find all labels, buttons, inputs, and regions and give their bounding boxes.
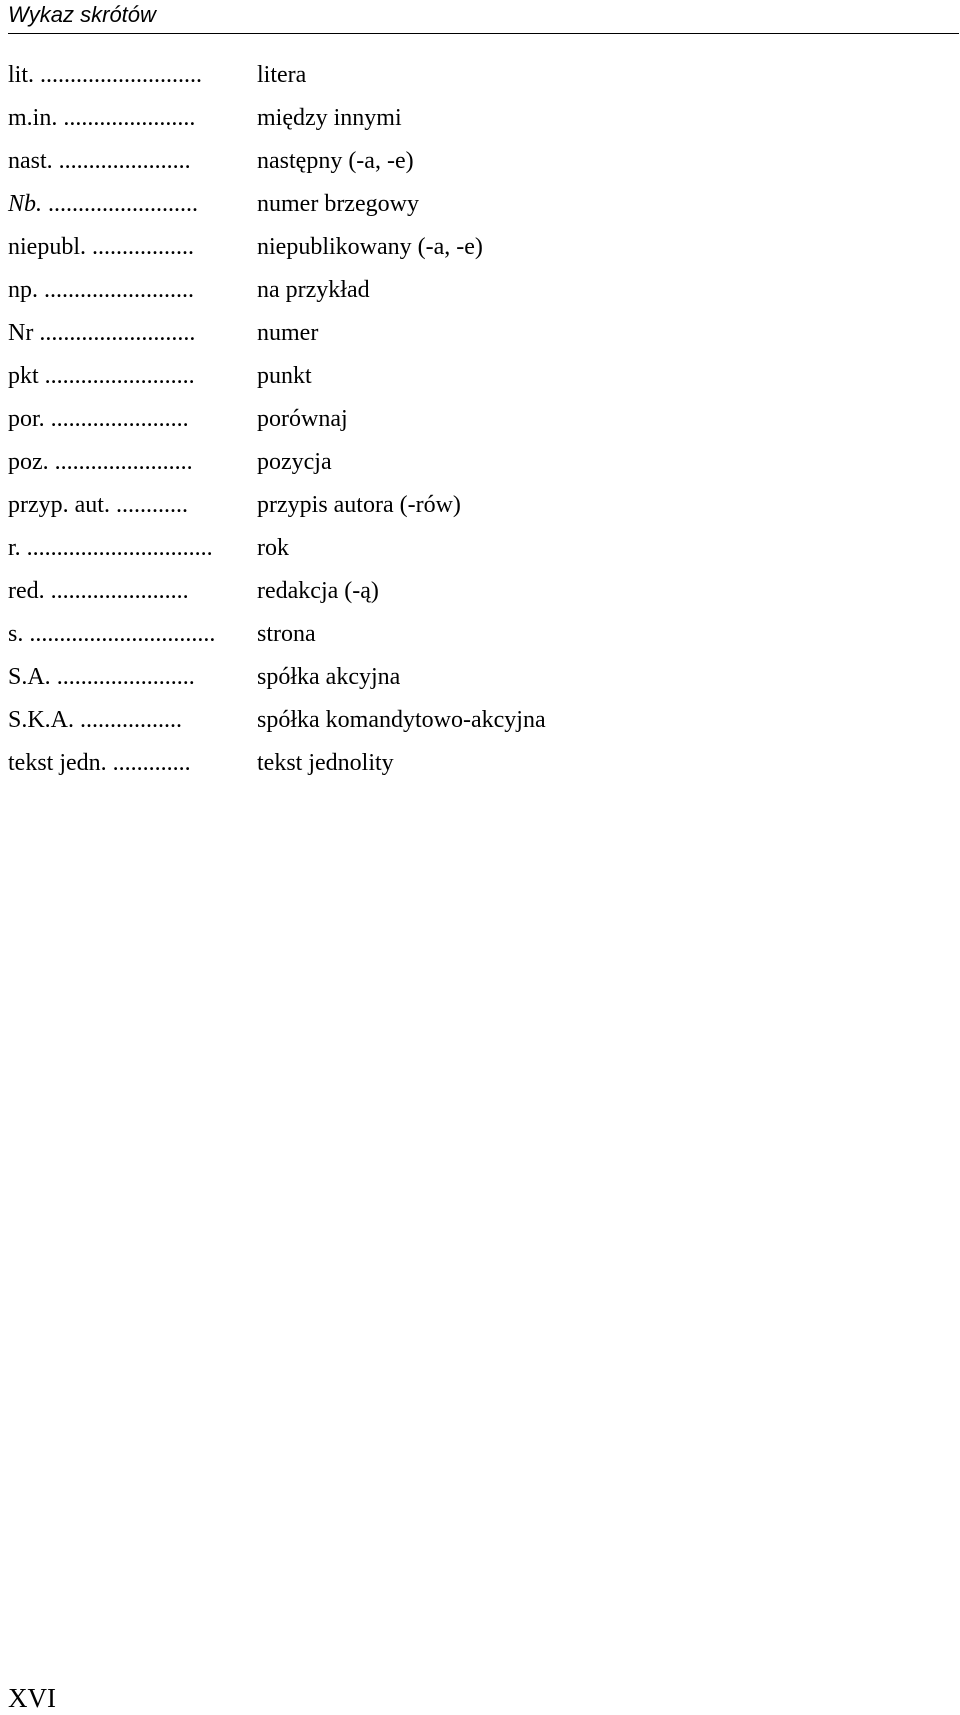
abbreviation-row [8, 490, 708, 533]
abbreviation-row [8, 619, 708, 662]
leader-dots: ....................... [50, 664, 195, 690]
abbreviation-row [8, 533, 708, 576]
leader-dots: ......................... [38, 277, 194, 303]
abbreviation-term [8, 103, 195, 133]
abbreviation-term-text: por. [8, 406, 45, 432]
abbreviation-term [8, 232, 194, 262]
abbreviation-definition: numer [257, 320, 319, 346]
abbreviation-term [8, 275, 194, 305]
abbreviation-definition: spółka komandytowo-akcyjna [257, 707, 546, 733]
abbreviation-term [8, 619, 215, 649]
leader-dots: ............. [106, 750, 191, 776]
abbreviation-definition: niepublikowany (-a, -e) [257, 234, 483, 260]
abbreviation-term-text: niepubl. [8, 234, 86, 260]
page-number: XVI [8, 1683, 56, 1713]
abbreviation-term-text: lit. [8, 62, 35, 88]
abbreviation-row [8, 146, 708, 189]
leader-dots: ........................... [34, 62, 203, 88]
leader-dots: ....................... [44, 406, 189, 432]
abbreviation-definition: między innymi [257, 105, 402, 131]
leader-dots: ......................... [42, 191, 199, 217]
abbreviation-term [8, 490, 188, 520]
page-title: Wykaz skrótów [8, 2, 156, 27]
abbreviation-term [8, 705, 182, 735]
abbreviation-term-text: s. [8, 621, 24, 647]
leader-dots: ................. [86, 234, 194, 260]
abbreviation-term-text: nast. [8, 148, 53, 174]
abbreviation-term [8, 146, 191, 176]
leader-dots: ............ [109, 492, 188, 518]
abbreviation-term [8, 447, 193, 477]
abbreviation-term [8, 662, 195, 692]
abbreviation-term-text: Nr [8, 320, 34, 346]
abbreviation-term-text: S.A. [8, 664, 51, 690]
abbreviation-definition: spółka akcyjna [257, 664, 401, 690]
abbreviation-row [8, 275, 708, 318]
abbreviation-definition: następny (-a, -e) [257, 148, 414, 174]
abbreviation-definition: litera [257, 62, 307, 88]
abbreviation-row [8, 662, 708, 705]
leader-dots: ....................... [48, 449, 193, 475]
abbreviation-definition: na przykład [257, 277, 370, 303]
abbreviation-row [8, 447, 708, 490]
abbreviation-definition: rok [257, 535, 289, 561]
abbreviation-term-text: S.K.A. [8, 707, 75, 733]
leader-dots: ....................... [44, 578, 189, 604]
abbreviation-list [8, 60, 708, 791]
abbreviation-term [8, 404, 189, 434]
abbreviation-row [8, 189, 708, 232]
abbreviation-term-text: Nb. [8, 191, 43, 217]
abbreviation-definition: redakcja (-ą) [257, 578, 379, 604]
abbreviation-term [8, 576, 189, 606]
abbreviation-row [8, 748, 708, 791]
abbreviation-term-text: r. [8, 535, 21, 561]
abbreviation-row [8, 60, 708, 103]
abbreviation-term-text: przyp. aut. [8, 492, 110, 518]
abbreviation-definition: pozycja [257, 449, 332, 475]
abbreviation-term [8, 60, 202, 90]
abbreviation-term-text: pkt [8, 363, 39, 389]
abbreviation-term [8, 189, 198, 219]
abbreviation-row [8, 404, 708, 447]
abbreviation-term-text: red. [8, 578, 45, 604]
abbreviation-term [8, 361, 195, 391]
abbreviation-definition: strona [257, 621, 316, 647]
abbreviation-row [8, 232, 708, 275]
page-header [8, 0, 959, 34]
leader-dots: ...................... [57, 105, 196, 131]
leader-dots: ................. [74, 707, 183, 733]
abbreviation-term-text: tekst jedn. [8, 750, 107, 776]
abbreviation-term-text: m.in. [8, 105, 58, 131]
abbreviation-term-text: np. [8, 277, 38, 303]
abbreviation-definition: numer brzegowy [257, 191, 419, 217]
abbreviation-definition: tekst jednolity [257, 750, 394, 776]
abbreviation-row [8, 318, 708, 361]
abbreviation-term-text: poz. [8, 449, 49, 475]
leader-dots: ............................... [20, 535, 213, 561]
abbreviation-term [8, 748, 191, 778]
abbreviation-definition: przypis autora (-rów) [257, 492, 461, 518]
leader-dots: .......................... [33, 320, 196, 346]
leader-dots: ......................... [38, 363, 195, 389]
abbreviation-definition: punkt [257, 363, 312, 389]
abbreviation-term [8, 318, 195, 348]
abbreviation-row [8, 576, 708, 619]
abbreviation-row [8, 705, 708, 748]
abbreviation-row [8, 103, 708, 146]
abbreviation-row [8, 361, 708, 404]
abbreviation-term [8, 533, 213, 563]
leader-dots: ............................... [23, 621, 216, 647]
leader-dots: ...................... [52, 148, 191, 174]
abbreviation-definition: porównaj [257, 406, 348, 432]
